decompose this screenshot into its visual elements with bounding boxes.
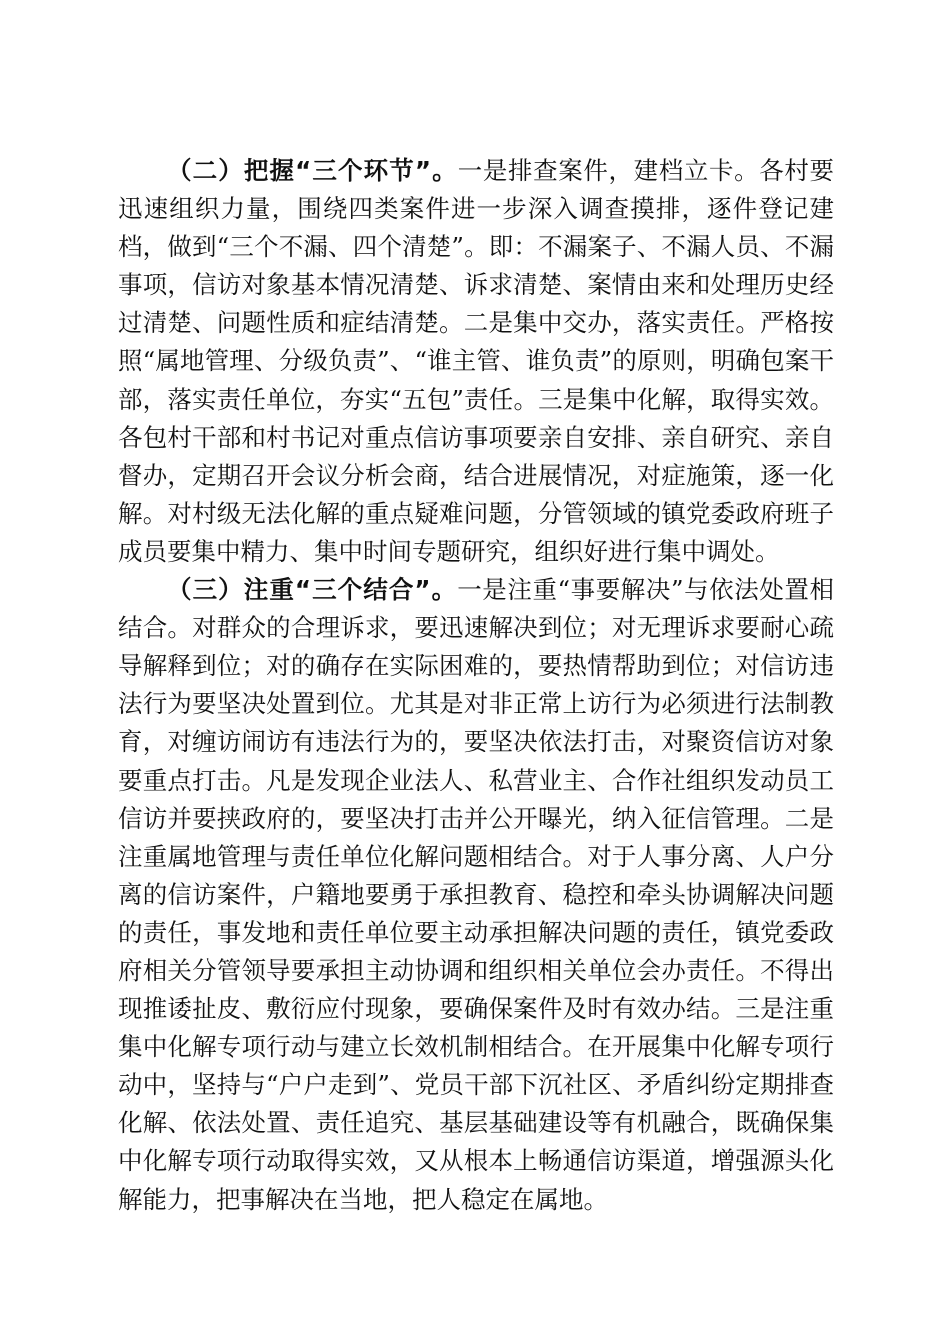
section-body-3: 一是注重“事要解决”与依法处置相结合。对群众的合理诉求，要迅速解决到位；对无理诉求要耐心疏导解释到位；对的确存在实际困难的，要热情帮助到位；对信访违法行为要坚决处置到位。尤其是对非正常上访行为必须进行法制教育，对缠访闹访有违法行为的，要坚决依法打击，对聚资信访对象要重点打击。凡是发现企业法人、私营业主、合作社组织发动员工信访并要挟政府的，要坚决打击并公开曝光，纳入征信管理。二是注重属地管理与责任单位化解问题相结合。对于人事分离、人户分离的信访案件，户籍地要勇于承担教育、稳控和牵头协调解决问题的责任，事发地和责任单位要主动承担解决问题的责任，镇党委政府相关分管领导要承担主动协调和组织相关单位会办责任。不得出现推诿扯皮、敷衍应付现象，要确保案件及时有效办结。三是注重集中化解专项行动与建立长效机制相结合。在开展集中化解专项行动中，坚持与“户户走到”、党员干部下沉社区、矛盾纠纷定期排查化解、依法处置、责任追究、基层基础建设等有机融合，既确保集中化解专项行动取得实效，又从根本上畅通信访渠道，增强源头化解能力，把事解决在当地，把人稳定在属地。 bbox=[118, 575, 834, 1214]
document-body bbox=[118, 152, 834, 1219]
section-body-2: 一是排查案件，建档立卡。各村要迅速组织力量，围绕四类案件进一步深入调查摸排，逐件登记建档，做到“三个不漏、四个清楚”。即：不漏案子、不漏人员、不漏事项，信访对象基本情况清楚、诉求清楚、案情由来和处理历史经过清楚、问题性质和症结清楚。二是集中交办，落实责任。严格按照“属地管理、分级负责”、“谁主管、谁负责”的原则，明确包案干部，落实责任单位，夯实“五包”责任。三是集中化解，取得实效。各包村干部和村书记对重点信访事项要亲自安排、亲自研究、亲自督办，定期召开会议分析会商，结合进展情况，对症施策，逐一化解。对村级无法化解的重点疑难问题，分管领域的镇党委政府班子成员要集中精力、集中时间专题研究，组织好进行集中调处。 bbox=[118, 156, 835, 566]
section-paragraph-2 bbox=[118, 152, 834, 571]
section-heading-2: （二）把握“三个环节”。 bbox=[167, 156, 458, 185]
section-heading-3: （三）注重“三个结合”。 bbox=[167, 575, 458, 605]
section-paragraph-3 bbox=[118, 571, 834, 1219]
